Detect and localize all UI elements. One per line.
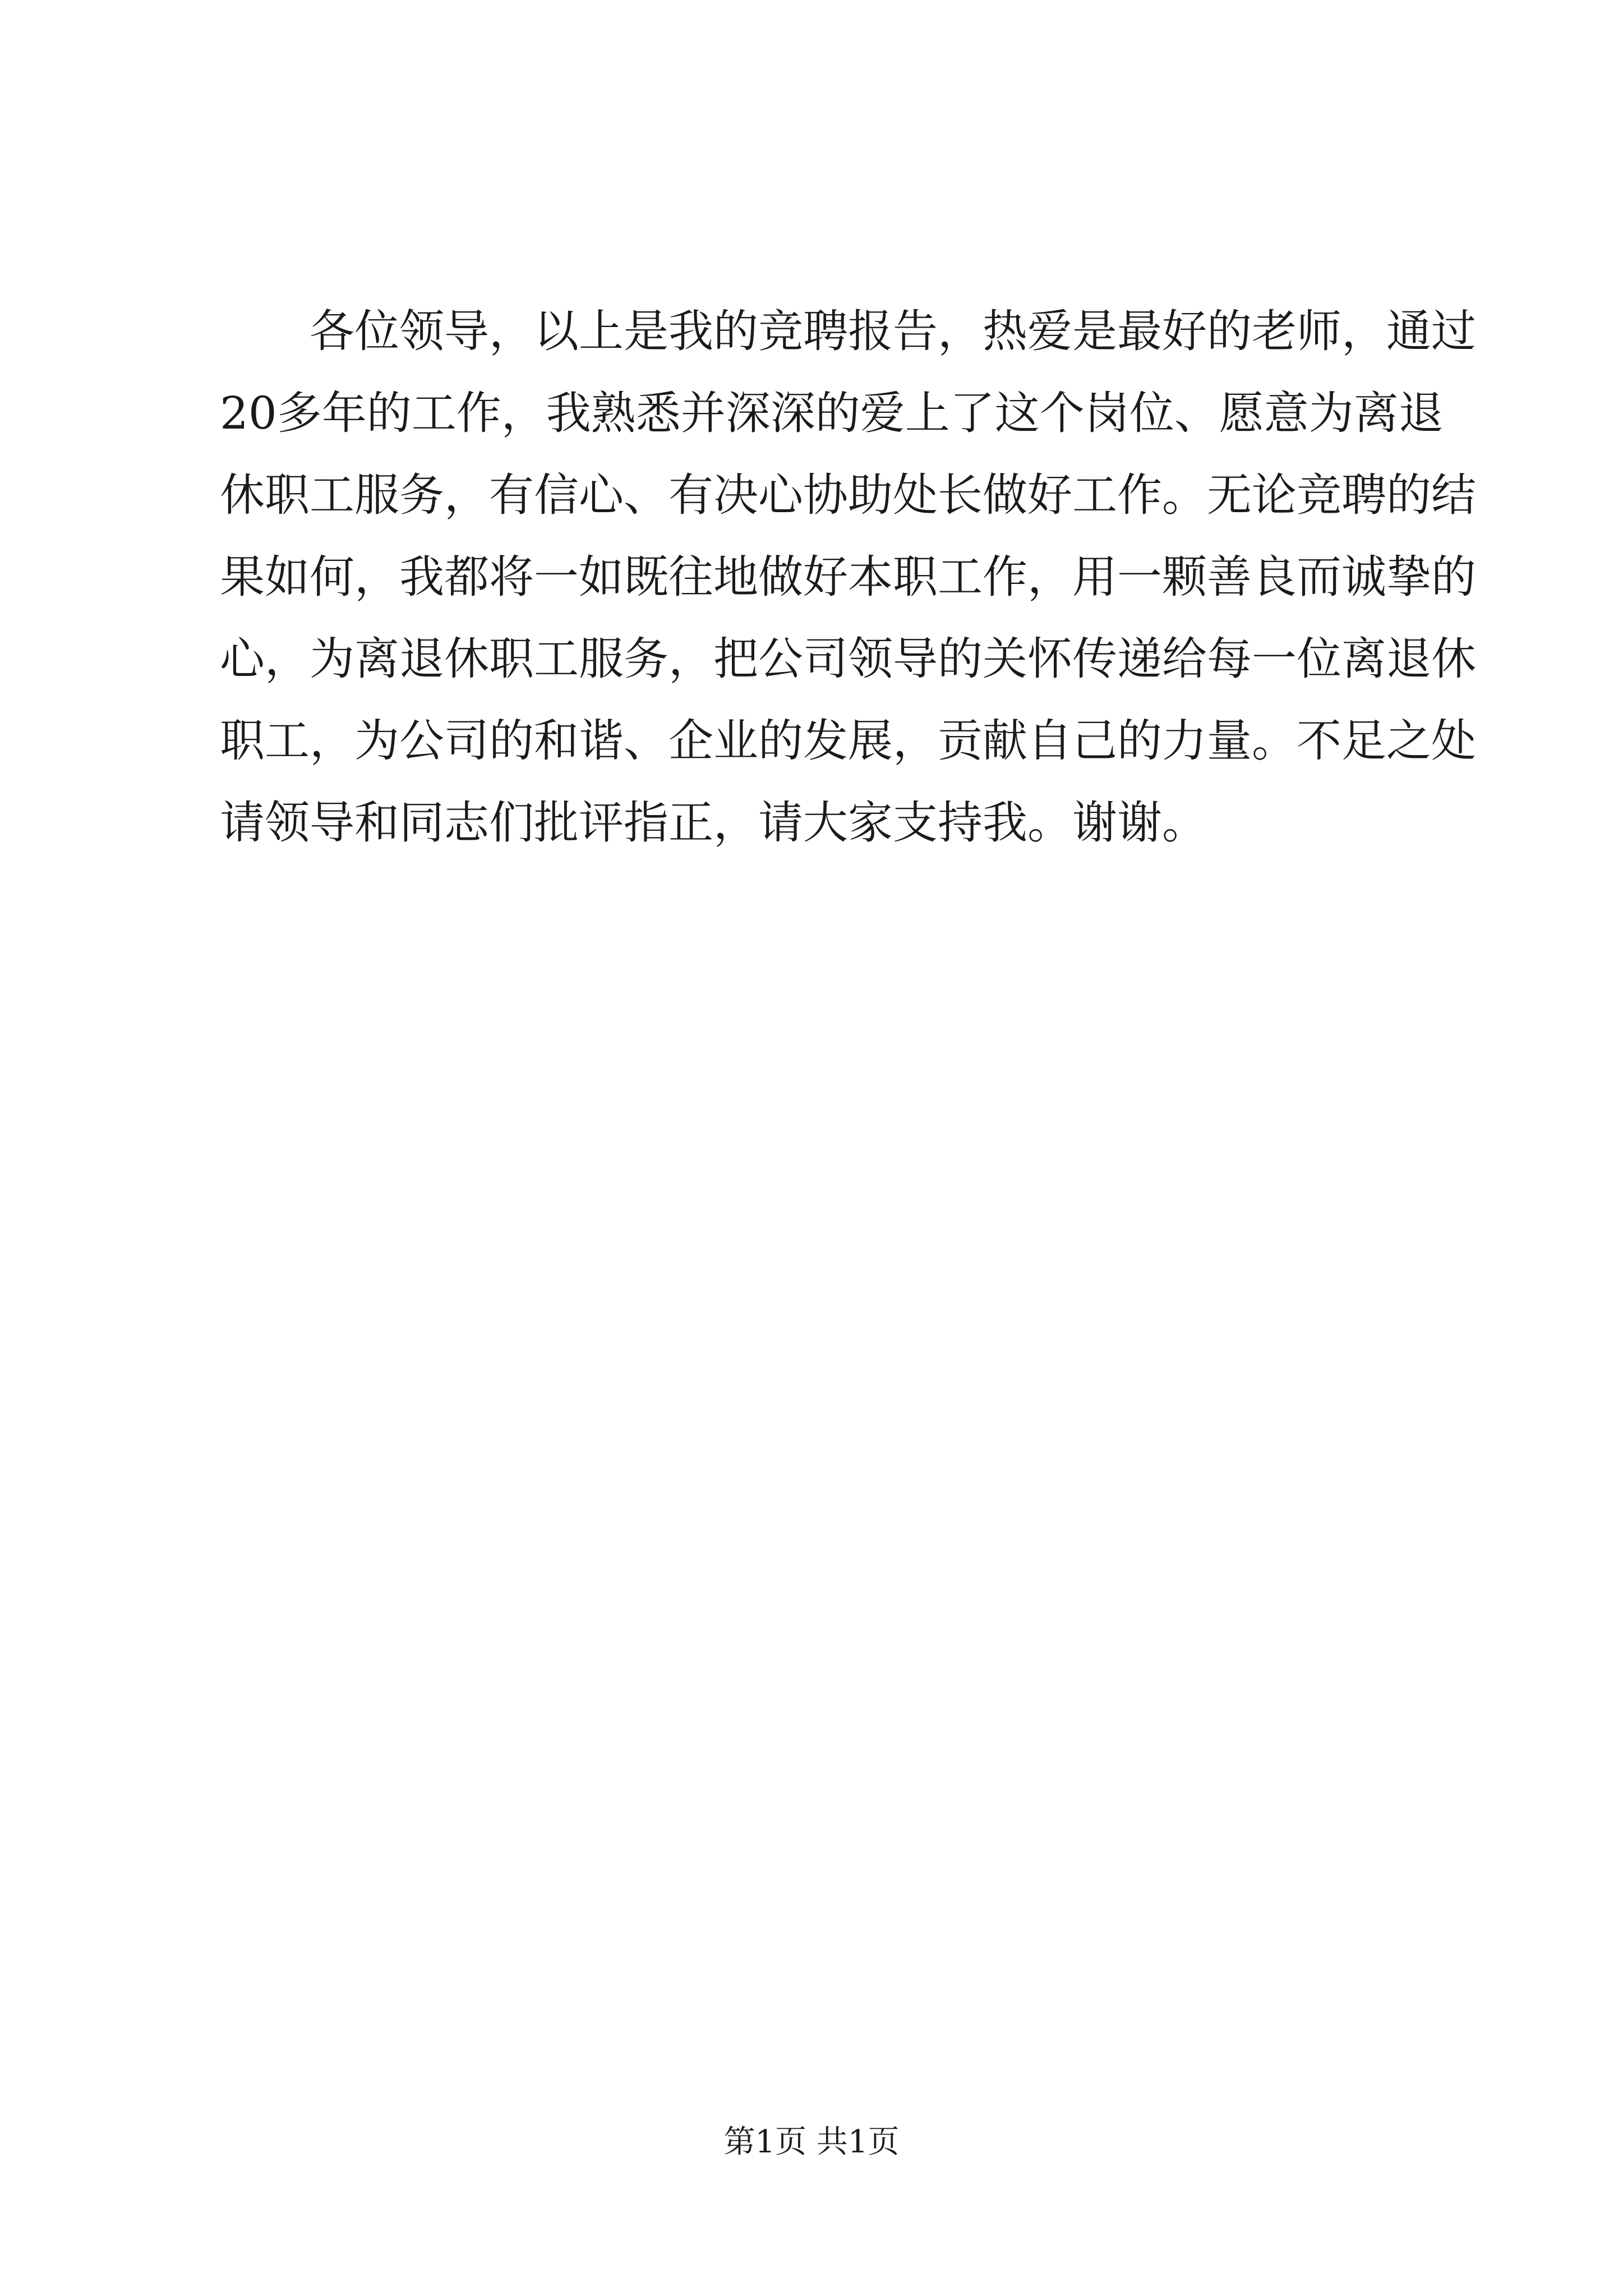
- paragraph-line: 各位领导，以上是我的竞聘报告，热爱是最好的老师，通过: [310, 305, 1476, 357]
- page-number-footer: 第1页 共1页: [723, 2124, 900, 2160]
- paragraph-line: 果如何，我都将一如既往地做好本职工作，用一颗善良而诚挚的: [220, 551, 1476, 603]
- body-paragraph: [220, 291, 1476, 864]
- paragraph-line: 20多年的工作，我熟悉并深深的爱上了这个岗位、愿意为离退: [220, 387, 1444, 439]
- paragraph-line: 心，为离退休职工服务，把公司领导的关怀传递给每一位离退休: [220, 633, 1476, 685]
- paragraph-line: 休职工服务，有信心、有决心协助处长做好工作。无论竞聘的结: [220, 469, 1476, 521]
- paragraph-line: 请领导和同志们批评指正，请大家支持我。谢谢。: [220, 797, 1207, 849]
- paragraph-line: 职工，为公司的和谐、企业的发展，贡献自己的力量。不足之处: [220, 715, 1476, 767]
